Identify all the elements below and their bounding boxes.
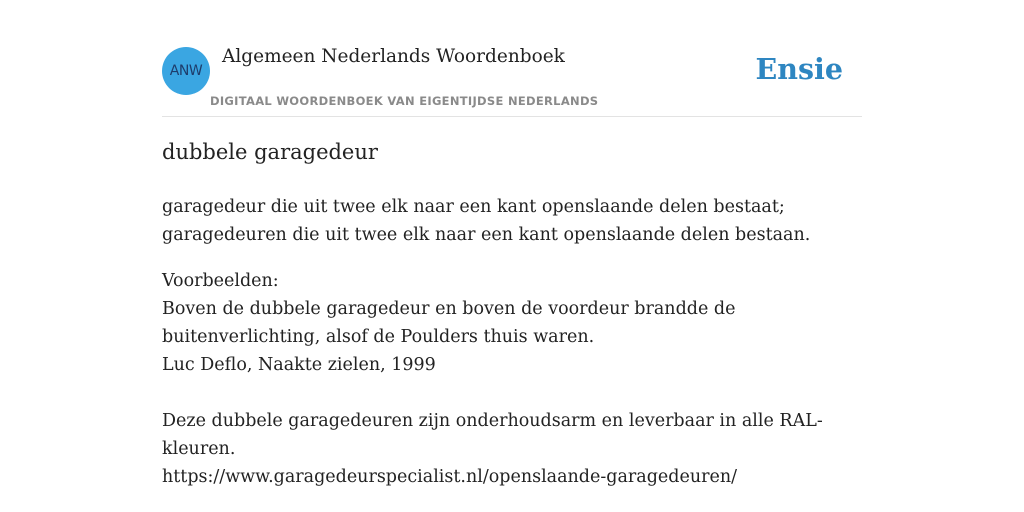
- example-text-line: Deze dubbele garagedeuren zijn onderhoudsarm en leverbaar in alle RAL-: [162, 411, 823, 431]
- site-header: [162, 46, 862, 117]
- examples-section: [162, 267, 842, 491]
- example-item: [162, 295, 842, 379]
- examples-label: Voorbeelden:: [162, 271, 279, 291]
- dictionary-subtitle: DIGITAAL WOORDENBOEK VAN EIGENTIJDSE NEDERLANDS: [210, 94, 599, 108]
- example-item: [162, 407, 842, 491]
- definition: [162, 193, 842, 249]
- anw-logo[interactable]: [162, 47, 210, 95]
- definition-line: garagedeuren die uit twee elk naar een kant openslaande delen bestaan.: [162, 225, 811, 245]
- definition-line: garagedeur die uit twee elk naar een kant openslaande delen bestaat;: [162, 197, 785, 217]
- page-title: dubbele garagedeur: [162, 140, 378, 164]
- dictionary-title[interactable]: Algemeen Nederlands Woordenboek: [222, 46, 565, 67]
- ensie-brand-logo[interactable]: Ensie: [755, 52, 843, 86]
- example-text-line: Boven de dubbele garagedeur en boven de voordeur brandde de: [162, 299, 736, 319]
- example-source-link[interactable]: https://www.garagedeurspecialist.nl/openslaande-garagedeuren/: [162, 467, 737, 487]
- example-source: Luc Deflo, Naakte zielen, 1999: [162, 355, 436, 375]
- example-spacer: [162, 379, 842, 407]
- anw-logo-text: ANW: [169, 63, 203, 79]
- example-text-line: buitenverlichting, alsof de Poulders thuis waren.: [162, 327, 595, 347]
- example-text-line: kleuren.: [162, 439, 236, 459]
